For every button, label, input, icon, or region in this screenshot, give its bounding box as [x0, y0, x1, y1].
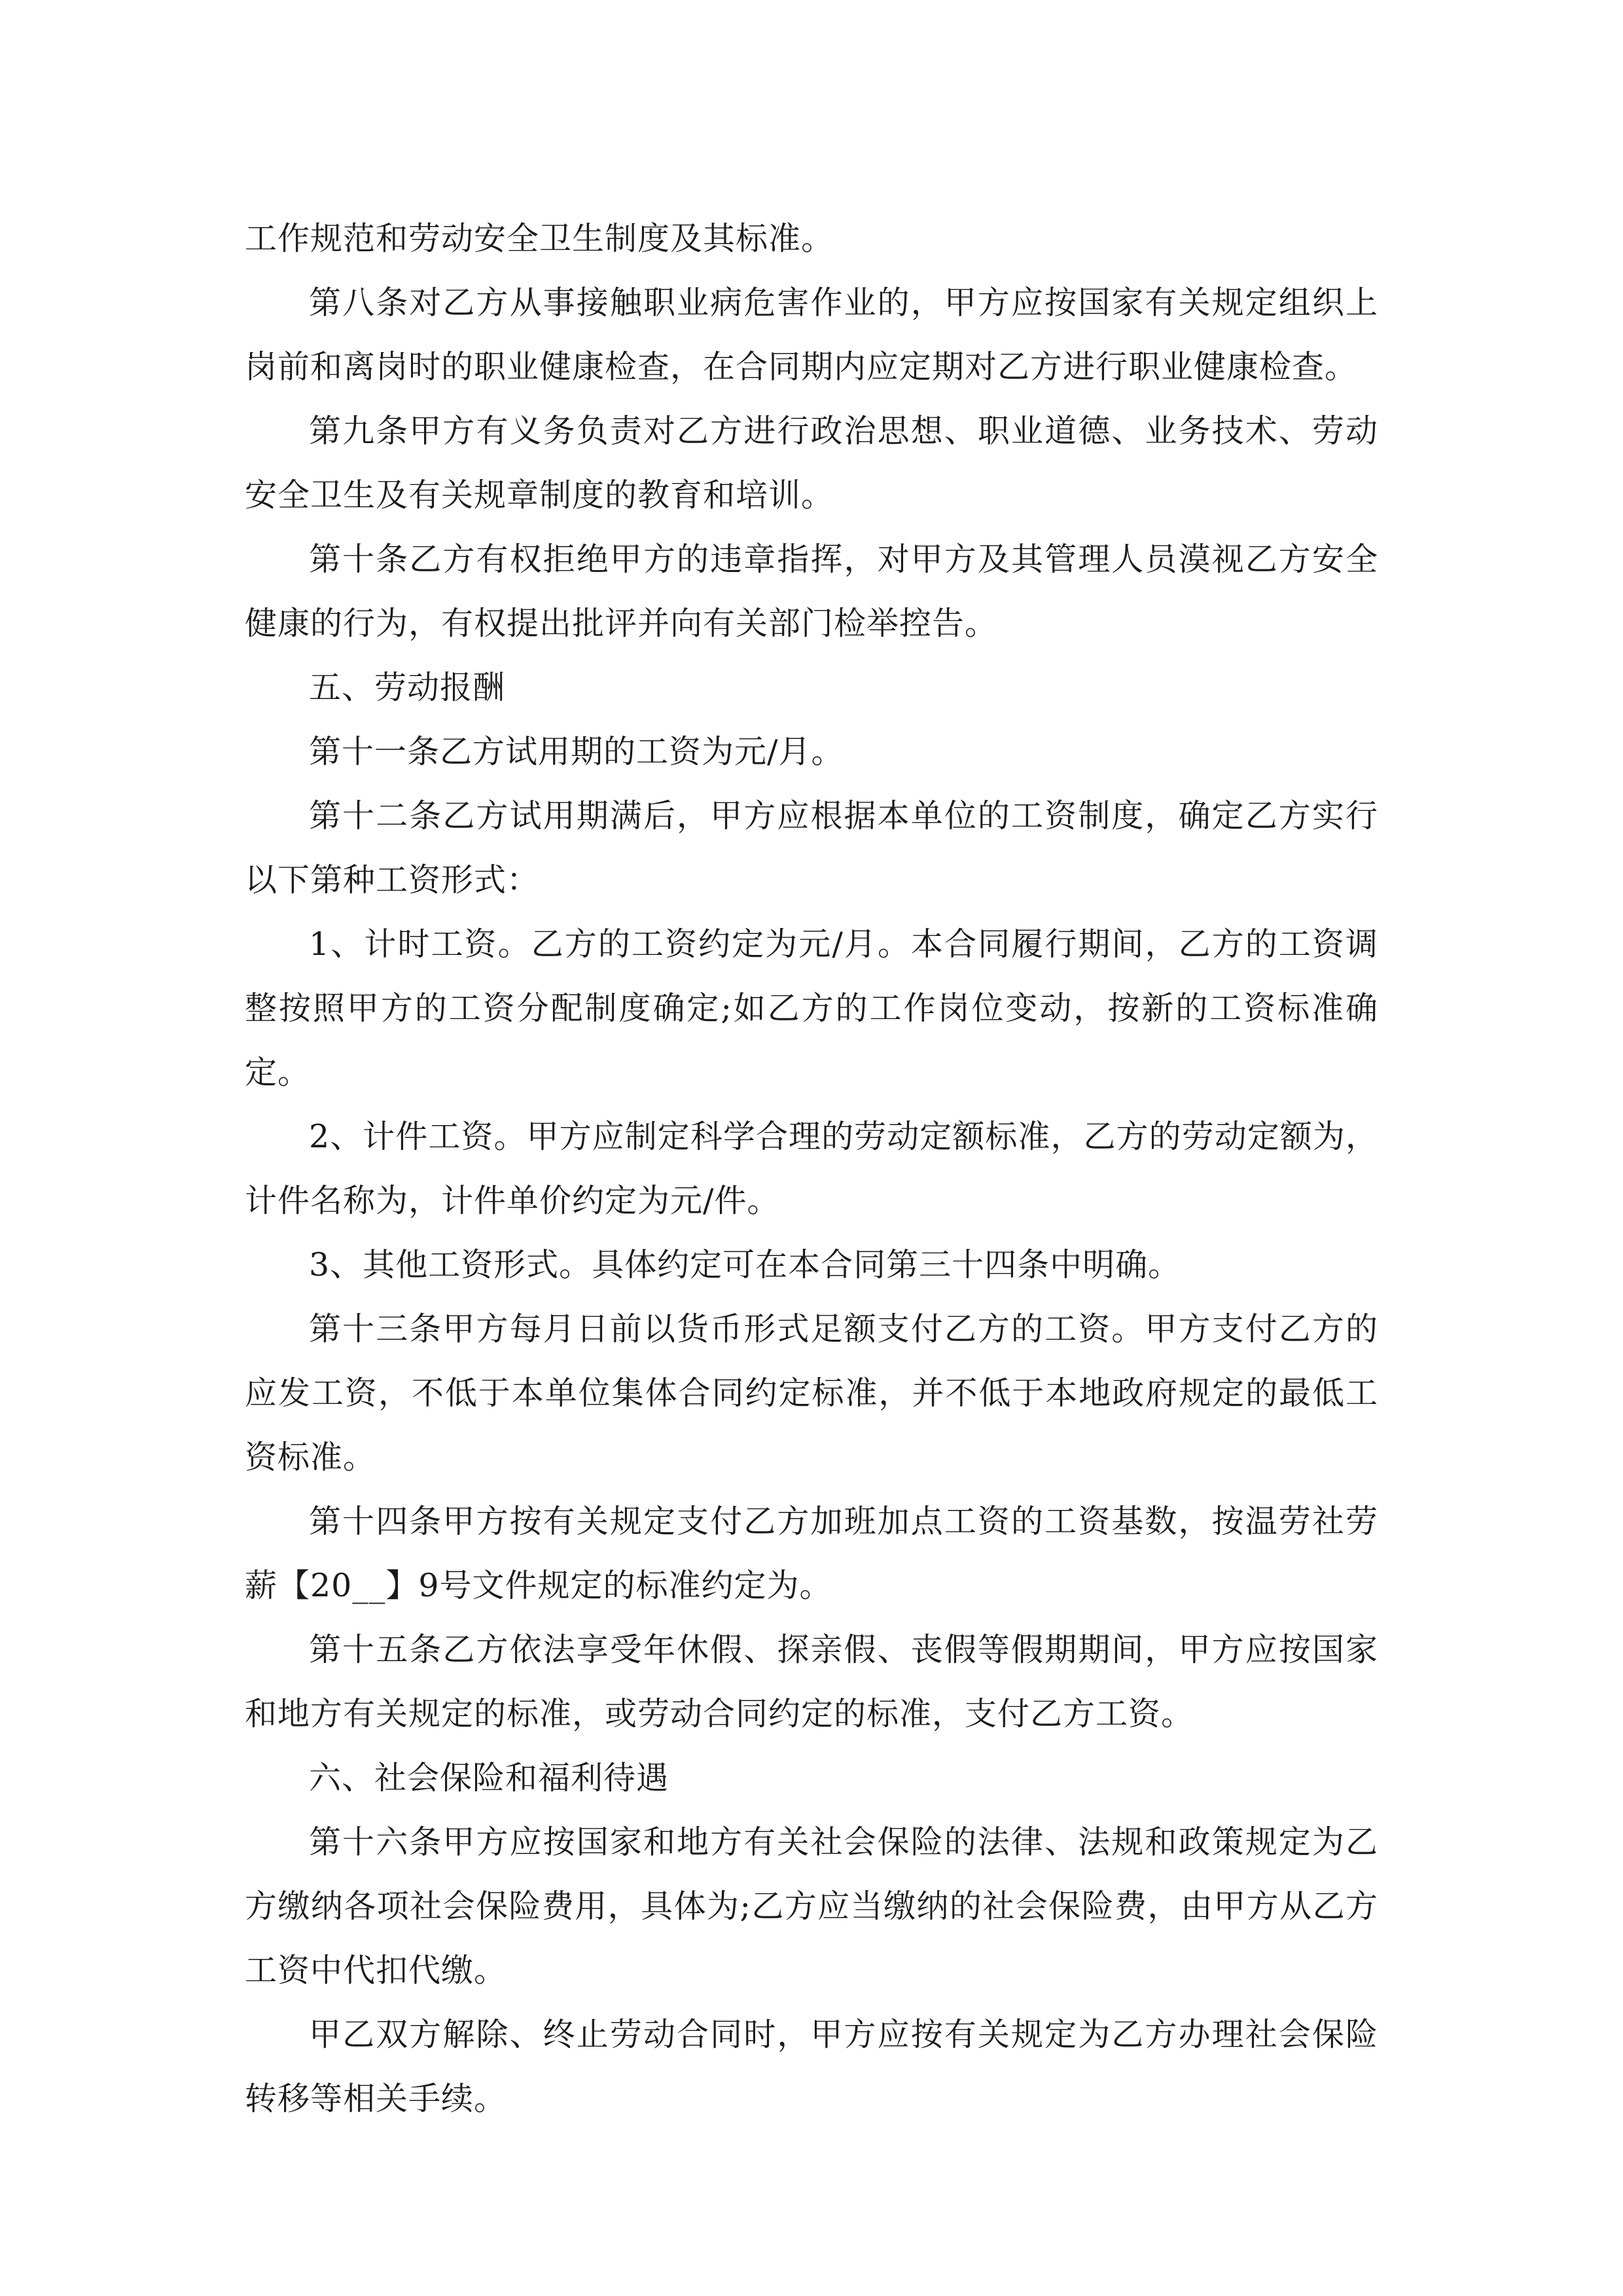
- paragraph: 第十三条甲方每月日前以货币形式足额支付乙方的工资。甲方支付乙方的应发工资，不低于本单位集体合同约定标准，并不低于本地政府规定的最低工资标准。: [245, 1310, 1378, 1476]
- paragraph: 1、计时工资。乙方的工资约定为元/月。本合同履行期间，乙方的工资调整按照甲方的工资分配制度确定;如乙方的工作岗位变动，按新的工资标准确定。: [245, 925, 1378, 1091]
- paragraph: 第十四条甲方按有关规定支付乙方加班加点工资的工资基数，按温劳社劳薪【20__】9号文件规定的标准约定为。: [245, 1503, 1378, 1604]
- paragraph: 2、计件工资。甲方应制定科学合理的劳动定额标准，乙方的劳动定额为，计件名称为，计件单价约定为元/件。: [245, 1118, 1378, 1219]
- document-body: [245, 207, 1378, 2131]
- section-heading: 五、劳动报酬: [309, 669, 506, 706]
- paragraph: 第十六条甲方应按国家和地方有关社会保险的法律、法规和政策规定为乙方缴纳各项社会保险费用，具体为;乙方应当缴纳的社会保险费，由甲方从乙方工资中代扣代缴。: [245, 1823, 1378, 1989]
- paragraph: 第十二条乙方试用期满后，甲方应根据本单位的工资制度，确定乙方实行以下第种工资形式：: [245, 797, 1378, 899]
- paragraph: 第八条对乙方从事接触职业病危害作业的，甲方应按国家有关规定组织上岗前和离岗时的职业健康检查，在合同期内应定期对乙方进行职业健康检查。: [245, 284, 1378, 386]
- section-heading: 六、社会保险和福利待遇: [309, 1759, 669, 1797]
- paragraph: 甲乙双方解除、终止劳动合同时，甲方应按有关规定为乙方办理社会保险转移等相关手续。: [245, 2016, 1378, 2117]
- paragraph: 第十条乙方有权拒绝甲方的违章指挥，对甲方及其管理人员漠视乙方安全健康的行为，有权提出批评并向有关部门检举控告。: [245, 541, 1378, 642]
- paragraph: 工作规范和劳动安全卫生制度及其标准。: [245, 220, 834, 257]
- paragraph: 第十一条乙方试用期的工资为元/月。: [309, 733, 844, 770]
- paragraph: 3、其他工资形式。具体约定可在本合同第三十四条中明确。: [309, 1246, 1181, 1283]
- paragraph: 第九条甲方有义务负责对乙方进行政治思想、职业道德、业务技术、劳动安全卫生及有关规章制度的教育和培训。: [245, 412, 1378, 514]
- paragraph: 第十五条乙方依法享受年休假、探亲假、丧假等假期期间，甲方应按国家和地方有关规定的标准，或劳动合同约定的标准，支付乙方工资。: [245, 1631, 1378, 1732]
